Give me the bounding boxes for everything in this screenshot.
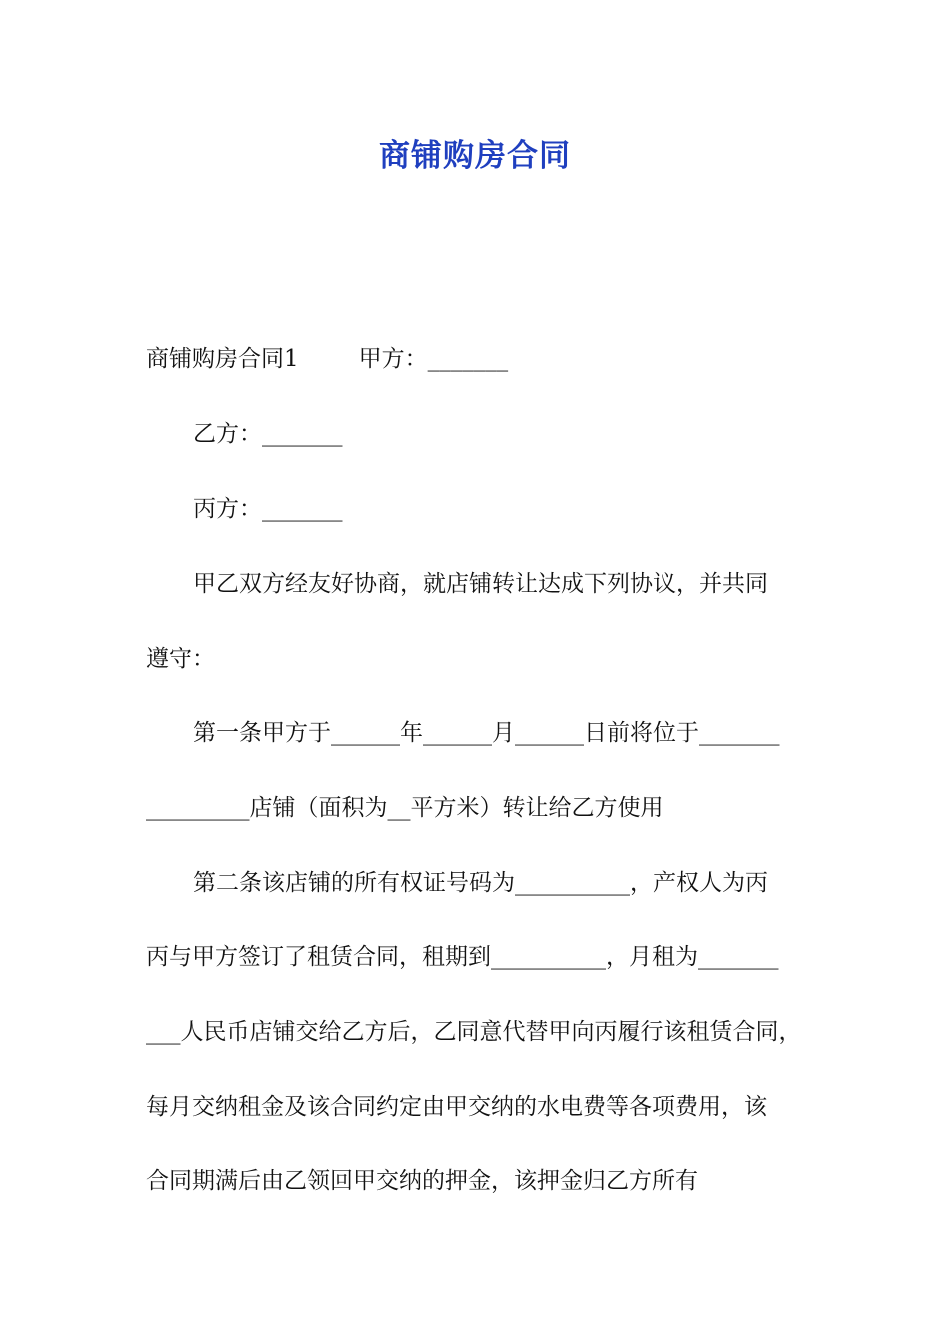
- contract-label: 商铺购房合同1: [146, 346, 299, 372]
- party-a-field: 甲方：_______: [358, 346, 509, 372]
- paragraph-line: 甲乙双方经友好协商，就店铺转让达成下列协议，并共同: [193, 571, 768, 597]
- paragraph-line: 第一条甲方于______年______月______日前将位于_______: [193, 720, 780, 746]
- party-line-b: 乙方：_______: [193, 421, 343, 447]
- paragraph-line: 丙与甲方签订了租赁合同，租期到__________，月租为_______: [146, 944, 779, 970]
- paragraph-line: 第二条该店铺的所有权证号码为__________，产权人为丙: [193, 870, 768, 896]
- paragraph-line: 合同期满后由乙领回甲交纳的押金，该押金归乙方所有: [146, 1168, 698, 1194]
- paragraph-line: _________店铺（面积为__平方米）转让给乙方使用: [146, 795, 664, 821]
- paragraph-line: 遵守：: [146, 646, 215, 672]
- document-title: 商铺购房合同: [379, 138, 571, 174]
- party-line-c: 丙方：_______: [193, 496, 343, 522]
- paragraph-line: ___人民币店铺交给乙方后，乙同意代替甲向丙履行该租赁合同，: [146, 1019, 802, 1045]
- paragraph-line: 每月交纳租金及该合同约定由甲交纳的水电费等各项费用，该: [146, 1094, 767, 1120]
- party-line-a: [146, 344, 508, 374]
